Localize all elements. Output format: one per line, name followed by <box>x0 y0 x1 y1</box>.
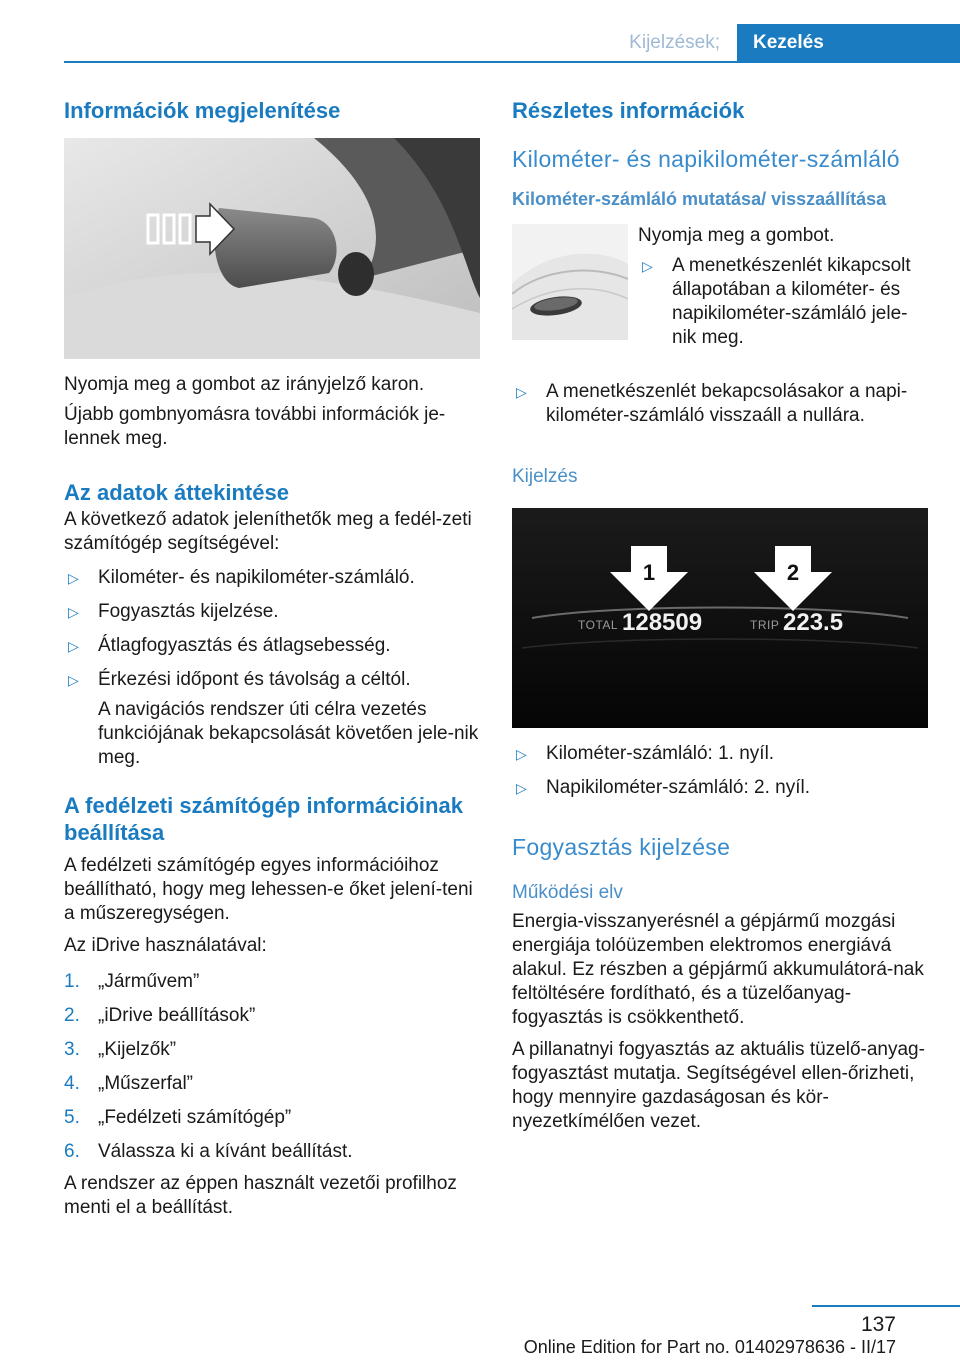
display-legend-list <box>512 742 928 800</box>
paragraph-current-consumption: A pillanatnyi fogyasztás az aktuális tüzelő‐anyag-fogyasztást mutatja. Segítségével ellen‐őrizheti, hogy mennyire gazdaságosan és kör‐nyezetkímélően vezet. <box>512 1039 925 1132</box>
list-item: ▷ A menetkészenlét kikapcsolt állapotában a kilométer- és napikilométer-számláló jele‐nik meg. <box>642 255 911 348</box>
list-item: ▷ A menetkészenlét bekapcsolásakor a napi‐kilométer-számláló visszaáll a nullára. <box>516 381 908 426</box>
turn-signal-lever-photo <box>64 138 480 359</box>
overview-list <box>64 566 480 692</box>
list-item: 5. „Fedélzeti számítógép” <box>64 1107 292 1128</box>
triangle-bullet-icon: ▷ <box>516 780 527 796</box>
list-item: ▷ Átlagfogyasztás és átlagsebesség. <box>68 635 391 656</box>
settings-steps-list <box>64 970 480 1164</box>
odometer-button-block <box>512 224 928 374</box>
header-rule <box>64 61 960 63</box>
triangle-bullet-icon: ▷ <box>68 638 79 654</box>
triangle-bullet-icon: ▷ <box>516 384 527 400</box>
list-item: ▷ Kilométer- és napikilométer-számláló. <box>68 567 415 588</box>
edition-footer: Online Edition for Part no. 01402978636 - II/17 <box>523 1337 896 1357</box>
trip-value: 223.5 <box>783 609 844 636</box>
turn-signal-lever-illustration <box>64 138 480 359</box>
page-number: 137 <box>860 1313 896 1336</box>
list-item: 3. „Kijelzők” <box>64 1039 177 1060</box>
section-title-settings: A fedélzeti számítógép információinak beállítása <box>64 793 463 845</box>
trip-label: TRIP <box>750 618 780 632</box>
footer-rule <box>812 1305 960 1307</box>
instrument-cluster-button-illustration <box>512 224 628 340</box>
odometer-bullets-2 <box>512 380 928 428</box>
triangle-bullet-icon: ▷ <box>642 258 653 274</box>
heading-principle: Működési elv <box>512 882 623 903</box>
paragraph-press-button: Nyomja meg a gombot az irányjelző karon. <box>64 374 425 395</box>
paragraph-recuperation: Energia-visszanyerésnél a gépjármű mozgási energiája tolóüzemben elektromos energiává alakul. Ez részben a gépjármű akkumulátorá‐nak feltöltésére fordítható, és a tüzelőanyag-fogyasztás is csökkenthető. <box>512 911 924 1028</box>
paragraph-settings-intro: A fedélzeti számítógép egyes információihoz beállítható, hogy meg lehessen-e őket jelení‐teni a műszeregységen. <box>64 855 473 924</box>
subsection-title-odometer: Kilométer- és napikilométer-számláló <box>512 146 900 172</box>
section-title-consumption: Fogyasztás kijelzése <box>512 834 731 860</box>
paragraph-overview-intro: A következő adatok jeleníthetők meg a fedél‐zeti számítógép segítségével: <box>64 509 472 554</box>
odometer-bullets <box>638 254 928 350</box>
list-item: ▷ Kilométer-számláló: 1. nyíl. <box>516 743 775 764</box>
list-item: ▷ Napikilométer-számláló: 2. nyíl. <box>516 777 810 798</box>
total-value: 128509 <box>622 609 703 636</box>
list-item: 1. „Járművem” <box>64 971 200 992</box>
paragraph-navigation-note: A navigációs rendszer úti célra vezetés funkciójának bekapcsolását követően jele‐nik meg. <box>98 699 479 768</box>
list-item: 6. Válassza ki a kívánt beállítást. <box>64 1141 353 1162</box>
right-column <box>512 96 928 1134</box>
arrow-2-label: 2 <box>786 560 800 585</box>
triangle-bullet-icon: ▷ <box>68 570 79 586</box>
odometer-button-photo <box>512 224 628 340</box>
odometer-display-illustration <box>512 508 928 728</box>
triangle-bullet-icon: ▷ <box>68 672 79 688</box>
list-item: ▷ Fogyasztás kijelzése. <box>68 601 279 622</box>
header-current-section: Kezelés <box>737 24 960 61</box>
list-item: ▷ Érkezési időpont és távolság a céltól. <box>68 669 411 690</box>
section-title-info-display: Információk megjelenítése <box>64 98 341 123</box>
paragraph-profile-save: A rendszer az éppen használt vezetői profilhoz menti el a beállítást. <box>64 1173 457 1218</box>
heading-show-reset-odometer: Kilométer-számláló mutatása/ visszaállítása <box>512 189 887 209</box>
total-label: TOTAL <box>578 618 619 632</box>
section-title-overview: Az adatok áttekintése <box>64 480 289 505</box>
left-column <box>64 96 480 1220</box>
arrow-1-label: 1 <box>642 560 656 585</box>
header-section-title: Kijelzések; <box>629 32 720 53</box>
list-item: 4. „Műszerfal” <box>64 1073 194 1094</box>
triangle-bullet-icon: ▷ <box>516 746 527 762</box>
triangle-bullet-icon: ▷ <box>68 604 79 620</box>
paragraph-press-odometer-button: Nyomja meg a gombot. <box>638 225 835 246</box>
heading-display: Kijelzés <box>512 466 578 487</box>
list-item: 2. „iDrive beállítások” <box>64 1005 256 1026</box>
paragraph-more-info: Újabb gombnyomásra további információk je‐lennek meg. <box>64 404 446 449</box>
section-title-details: Részletes információk <box>512 98 745 123</box>
dashboard-display-photo <box>512 508 928 728</box>
paragraph-idrive-usage: Az iDrive használatával: <box>64 935 267 956</box>
